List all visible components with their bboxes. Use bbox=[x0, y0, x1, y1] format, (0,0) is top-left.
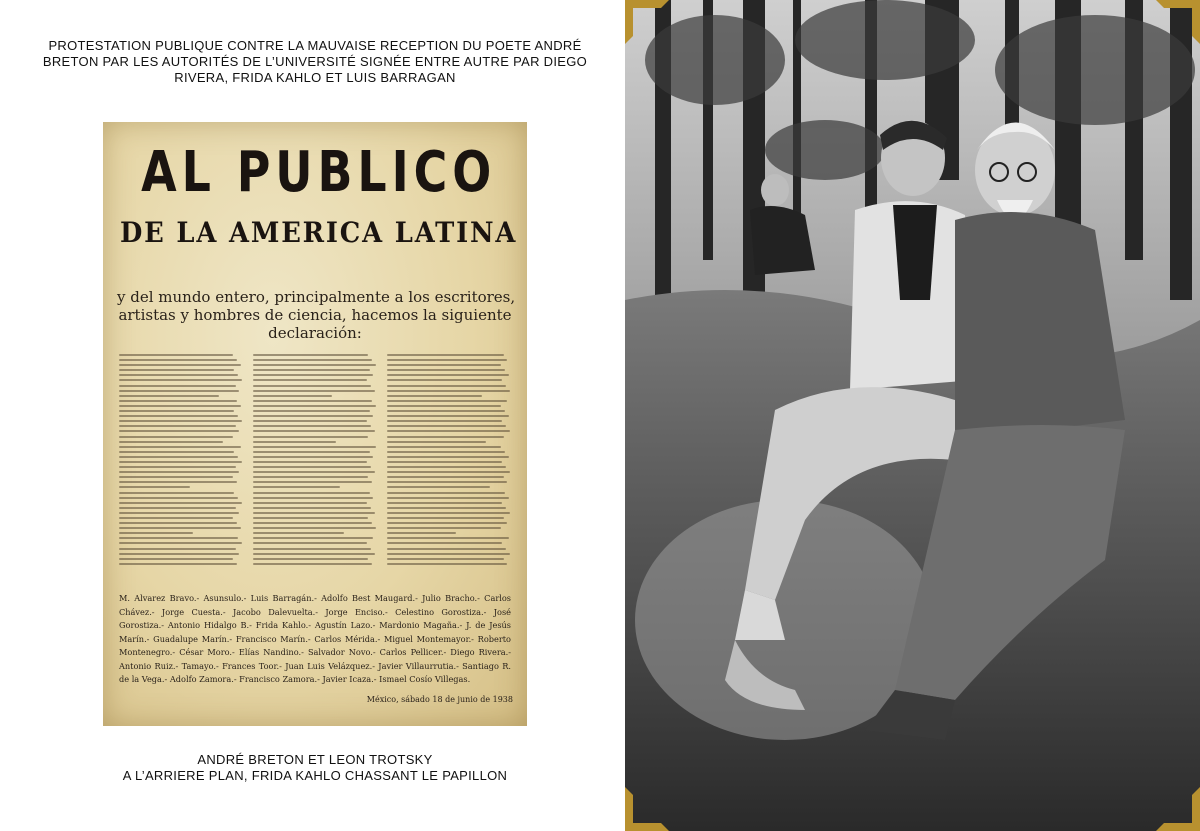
illegible-text-line bbox=[253, 486, 340, 488]
illegible-text-line bbox=[253, 532, 344, 534]
illegible-text-line bbox=[253, 395, 332, 397]
illegible-text-line bbox=[119, 466, 236, 468]
illegible-text-line bbox=[253, 553, 375, 555]
illegible-text-line bbox=[119, 507, 236, 509]
illegible-text-line bbox=[253, 456, 373, 458]
bottom-caption-line: ANDRÉ BRETON ET LEON TROTSKY bbox=[197, 752, 433, 767]
illegible-text-line bbox=[253, 497, 373, 499]
poster-title: AL PUBLICO bbox=[141, 140, 497, 205]
illegible-text-line bbox=[253, 537, 373, 539]
illegible-text-line bbox=[253, 451, 370, 453]
poster-body-column bbox=[253, 354, 377, 572]
illegible-text-line bbox=[253, 507, 371, 509]
top-caption-line: BRETON PAR LES AUTORITÉS DE L’UNIVERSITÉ SIGNÉE ENTRE AUTRE PAR DIEGO bbox=[42, 54, 588, 69]
illegible-text-line bbox=[253, 522, 372, 524]
illegible-text-line bbox=[119, 369, 234, 371]
poster-body-column bbox=[387, 354, 511, 572]
illegible-text-line bbox=[253, 430, 375, 432]
illegible-text-line bbox=[387, 507, 506, 509]
poster-intro-line: y del mundo entero, principalmente a los escritores, bbox=[117, 288, 516, 306]
illegible-text-line bbox=[119, 400, 237, 402]
illegible-text-line bbox=[119, 374, 238, 376]
illegible-text-line bbox=[253, 517, 368, 519]
illegible-text-line bbox=[387, 527, 501, 529]
illegible-text-line bbox=[387, 492, 505, 494]
illegible-text-line bbox=[253, 405, 376, 407]
illegible-text-line bbox=[253, 548, 371, 550]
illegible-text-line bbox=[119, 481, 237, 483]
illegible-text-line bbox=[119, 441, 223, 443]
illegible-text-line bbox=[387, 471, 510, 473]
illegible-text-line bbox=[119, 497, 238, 499]
illegible-text-line bbox=[253, 364, 376, 366]
illegible-text-line bbox=[119, 390, 239, 392]
illegible-text-line bbox=[387, 415, 509, 417]
breton-trotsky-photo bbox=[625, 0, 1200, 831]
illegible-text-line bbox=[119, 395, 219, 397]
poster-body-column bbox=[119, 354, 243, 572]
illegible-text-line bbox=[387, 451, 505, 453]
illegible-text-line bbox=[253, 446, 376, 448]
illegible-text-line bbox=[387, 385, 506, 387]
illegible-text-line bbox=[119, 420, 242, 422]
illegible-text-line bbox=[387, 369, 505, 371]
illegible-text-line bbox=[253, 379, 367, 381]
poster-body-columns bbox=[119, 354, 511, 572]
illegible-text-line bbox=[119, 425, 236, 427]
illegible-text-line bbox=[119, 359, 237, 361]
illegible-text-line bbox=[387, 456, 509, 458]
illegible-text-line bbox=[253, 558, 368, 560]
illegible-text-line bbox=[387, 532, 456, 534]
top-caption bbox=[15, 38, 615, 86]
illegible-text-line bbox=[119, 502, 242, 504]
illegible-text-line bbox=[387, 405, 501, 407]
illegible-text-line bbox=[387, 436, 504, 438]
illegible-text-line bbox=[387, 430, 510, 432]
illegible-text-line bbox=[387, 390, 510, 392]
illegible-text-line bbox=[119, 471, 239, 473]
illegible-text-line bbox=[119, 410, 234, 412]
illegible-text-line bbox=[253, 410, 370, 412]
poster-subtitle: DE LA AMERICA LATINA bbox=[119, 216, 518, 249]
illegible-text-line bbox=[253, 563, 372, 565]
illegible-text-line bbox=[387, 420, 502, 422]
illegible-text-line bbox=[387, 537, 509, 539]
breton-shirt bbox=[893, 205, 937, 300]
illegible-text-line bbox=[387, 466, 506, 468]
illegible-text-line bbox=[119, 553, 239, 555]
poster-intro bbox=[117, 288, 516, 342]
illegible-text-line bbox=[253, 415, 373, 417]
illegible-text-line bbox=[119, 461, 242, 463]
illegible-text-line bbox=[119, 436, 233, 438]
photo-corner-bottom-right bbox=[1156, 787, 1200, 831]
illegible-text-line bbox=[119, 405, 241, 407]
illegible-text-line bbox=[119, 486, 190, 488]
illegible-text-line bbox=[387, 558, 504, 560]
illegible-text-line bbox=[387, 425, 506, 427]
illegible-text-line bbox=[253, 425, 371, 427]
illegible-text-line bbox=[387, 400, 507, 402]
top-caption-line: RIVERA, FRIDA KAHLO ET LUIS BARRAGAN bbox=[174, 70, 456, 85]
illegible-text-line bbox=[387, 441, 486, 443]
illegible-text-line bbox=[253, 374, 373, 376]
illegible-text-line bbox=[253, 420, 367, 422]
illegible-text-line bbox=[119, 430, 239, 432]
bottom-caption bbox=[15, 752, 615, 784]
illegible-text-line bbox=[253, 385, 371, 387]
illegible-text-line bbox=[119, 558, 233, 560]
illegible-text-line bbox=[387, 512, 510, 514]
illegible-text-line bbox=[119, 492, 234, 494]
illegible-text-line bbox=[119, 456, 238, 458]
illegible-text-line bbox=[119, 451, 234, 453]
illegible-text-line bbox=[119, 537, 238, 539]
illegible-text-line bbox=[387, 374, 509, 376]
poster-date: México, sábado 18 de junio de 1938 bbox=[366, 695, 513, 704]
illegible-text-line bbox=[253, 542, 367, 544]
poster-signatories: M. Alvarez Bravo.- Asunsulo.- Luis Barragán.- Adolfo Best Maugard.- Julio Bracho.- Carlos Chávez.- Jorge Cuesta.- Jacobo Dalevuelta.- Jorge Enciso.- Celestino Gorostiza.- José Gorostiza.- Antonio Hidalgo B.- Frida Kahlo.- Agustín Lazo.- Mardonio Magaña.- J. de Jesús Marín.- Guadalupe Marín.- Francisco Marín.- Carlos Mérida.- Miguel Montemayor.- Roberto Montenegro.- César Moro.- Elías Nandino.- Salvador Novo.- Carlos Pellicer.- Diego Rivera.- Antonio Ruiz.- Tamayo.- Frances Toor.- Juan Luis Velázquez.- Javier Villaurrutia.- Santiago R. de la Vega.- Adolfo Zamora.- Francisco Zamora.- Javier Icaza.- Ismael Cosío Villegas. bbox=[119, 593, 511, 684]
illegible-text-line bbox=[387, 379, 502, 381]
illegible-text-line bbox=[253, 502, 367, 504]
illegible-text-line bbox=[253, 390, 375, 392]
illegible-text-line bbox=[387, 476, 504, 478]
bottom-caption-line: A L’ARRIERE PLAN, FRIDA KAHLO CHASSANT LE PAPILLON bbox=[122, 768, 508, 783]
illegible-text-line bbox=[253, 512, 375, 514]
illegible-text-line bbox=[119, 532, 193, 534]
background-figure-head bbox=[761, 174, 789, 206]
illegible-text-line bbox=[387, 522, 507, 524]
illegible-text-line bbox=[253, 461, 367, 463]
illegible-text-line bbox=[119, 446, 241, 448]
illegible-text-line bbox=[119, 522, 237, 524]
illegible-text-line bbox=[119, 364, 241, 366]
illegible-text-line bbox=[253, 400, 372, 402]
illegible-text-line bbox=[253, 527, 376, 529]
illegible-text-line bbox=[253, 354, 368, 356]
illegible-text-line bbox=[253, 359, 372, 361]
illegible-text-line bbox=[253, 471, 375, 473]
illegible-text-line bbox=[119, 379, 242, 381]
photo-corner-bottom-left bbox=[625, 787, 669, 831]
illegible-text-line bbox=[119, 548, 236, 550]
illegible-text-line bbox=[119, 542, 242, 544]
top-caption-line: PROTESTATION PUBLIQUE CONTRE LA MAUVAISE RECEPTION DU POETE ANDRÉ bbox=[48, 38, 582, 53]
illegible-text-line bbox=[253, 369, 370, 371]
illegible-text-line bbox=[387, 542, 502, 544]
illegible-text-line bbox=[119, 385, 236, 387]
illegible-text-line bbox=[387, 517, 504, 519]
illegible-text-line bbox=[119, 517, 233, 519]
poster-intro-line: declaración: bbox=[268, 324, 362, 342]
illegible-text-line bbox=[119, 354, 233, 356]
illegible-text-line bbox=[387, 553, 510, 555]
illegible-text-line bbox=[387, 446, 501, 448]
illegible-text-line bbox=[119, 563, 237, 565]
illegible-text-line bbox=[119, 476, 233, 478]
illegible-text-line bbox=[253, 492, 370, 494]
photo-corner-top-left bbox=[625, 0, 669, 44]
illegible-text-line bbox=[387, 486, 490, 488]
illegible-text-line bbox=[387, 364, 501, 366]
illegible-text-line bbox=[387, 410, 505, 412]
illegible-text-line bbox=[387, 395, 482, 397]
illegible-text-line bbox=[253, 476, 368, 478]
illegible-text-line bbox=[387, 461, 502, 463]
illegible-text-line bbox=[253, 436, 368, 438]
illegible-text-line bbox=[387, 563, 507, 565]
illegible-text-line bbox=[387, 502, 502, 504]
photo-illustration bbox=[625, 0, 1200, 831]
illegible-text-line bbox=[253, 481, 372, 483]
illegible-text-line bbox=[253, 441, 336, 443]
poster-image bbox=[103, 122, 527, 726]
illegible-text-line bbox=[387, 548, 506, 550]
illegible-text-line bbox=[387, 359, 507, 361]
illegible-text-line bbox=[119, 527, 241, 529]
illegible-text-line bbox=[253, 466, 371, 468]
illegible-text-line bbox=[387, 497, 509, 499]
photo-corner-top-right bbox=[1156, 0, 1200, 44]
illegible-text-line bbox=[119, 415, 238, 417]
illegible-text-line bbox=[119, 512, 239, 514]
poster-intro-line: artistas y hombres de ciencia, hacemos la siguiente bbox=[118, 306, 512, 324]
illegible-text-line bbox=[387, 354, 504, 356]
illegible-text-line bbox=[387, 481, 507, 483]
